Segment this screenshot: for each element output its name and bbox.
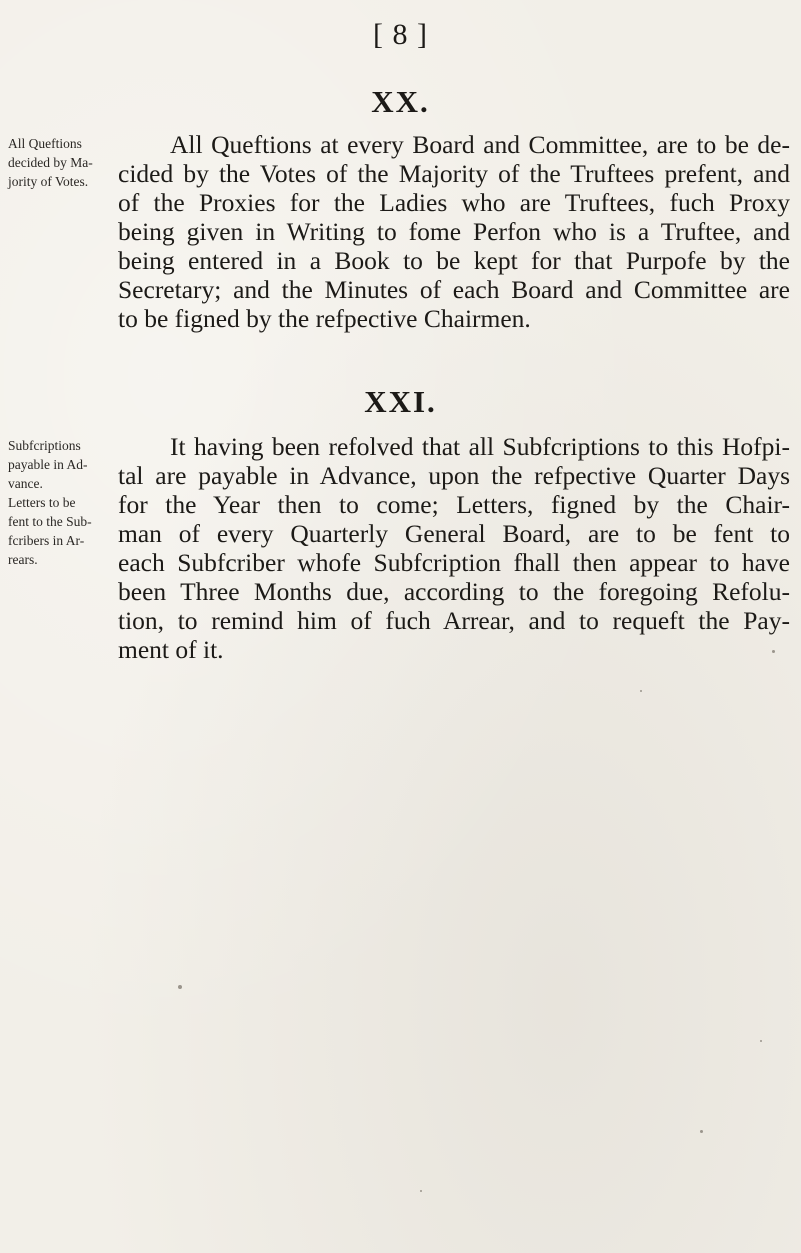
margin-note-line: payable in Ad- (8, 457, 88, 472)
margin-note-line: jority of Votes. (8, 174, 89, 189)
paragraph-line: ment of it. (118, 635, 224, 664)
margin-note-line: rears. (8, 552, 38, 567)
paragraph-line: tal are payable in Advance, upon the refpective Quarter Days (118, 461, 790, 490)
paragraph-line: cided by the Votes of the Majority of the Truftees prefent, and (118, 159, 790, 188)
paper-speck (700, 1130, 703, 1133)
paragraph-line: been Three Months due, according to the foregoing Refolu- (118, 577, 790, 606)
margin-note-line: decided by Ma- (8, 155, 93, 170)
paper-speck (420, 1190, 422, 1192)
paragraph-line: being entered in a Book to be kept for that Purpofe by the (118, 246, 790, 275)
paper-speck (178, 985, 182, 989)
paragraph-line: of the Proxies for the Ladies who are Truftees, fuch Proxy (118, 188, 790, 217)
paragraph-line: for the Year then to come; Letters, figned by the Chair- (118, 490, 790, 519)
paragraph-line: each Subfcriber whofe Subfcription fhall then appear to have (118, 548, 790, 577)
section-xx-paragraph (118, 130, 790, 333)
paragraph-line: to be figned by the refpective Chairmen. (118, 304, 531, 333)
paragraph-line: tion, to remind him of fuch Arrear, and to requeft the Pay- (118, 606, 790, 635)
section-xxi-paragraph (118, 432, 790, 664)
section-number-xx: XX. (371, 84, 430, 119)
paper-speck (760, 1040, 762, 1042)
margin-note-line: All Queftions (8, 136, 82, 151)
page-number: [ 8 ] (373, 18, 428, 51)
paper-speck (772, 650, 775, 653)
margin-note-line: fcribers in Ar- (8, 533, 85, 548)
paragraph-line: All Queftions at every Board and Committee, are to be de- (170, 130, 790, 159)
paragraph-line: being given in Writing to fome Perfon who is a Truftee, and (118, 217, 790, 246)
margin-note-questions-decided (8, 134, 100, 191)
paragraph-line: Secretary; and the Minutes of each Board and Committee are (118, 275, 790, 304)
margin-note-line: vance. (8, 476, 43, 491)
margin-note-line: Letters to be (8, 495, 76, 510)
paragraph-line: It having been refolved that all Subfcriptions to this Hofpi- (170, 432, 790, 461)
paper-speck (640, 690, 642, 692)
margin-note-subscriptions (8, 436, 100, 569)
margin-note-line: Subfcriptions (8, 438, 81, 453)
margin-note-line: fent to the Sub- (8, 514, 92, 529)
paragraph-line: man of every Quarterly General Board, are to be fent to (118, 519, 790, 548)
section-number-xxi: XXI. (364, 384, 437, 419)
